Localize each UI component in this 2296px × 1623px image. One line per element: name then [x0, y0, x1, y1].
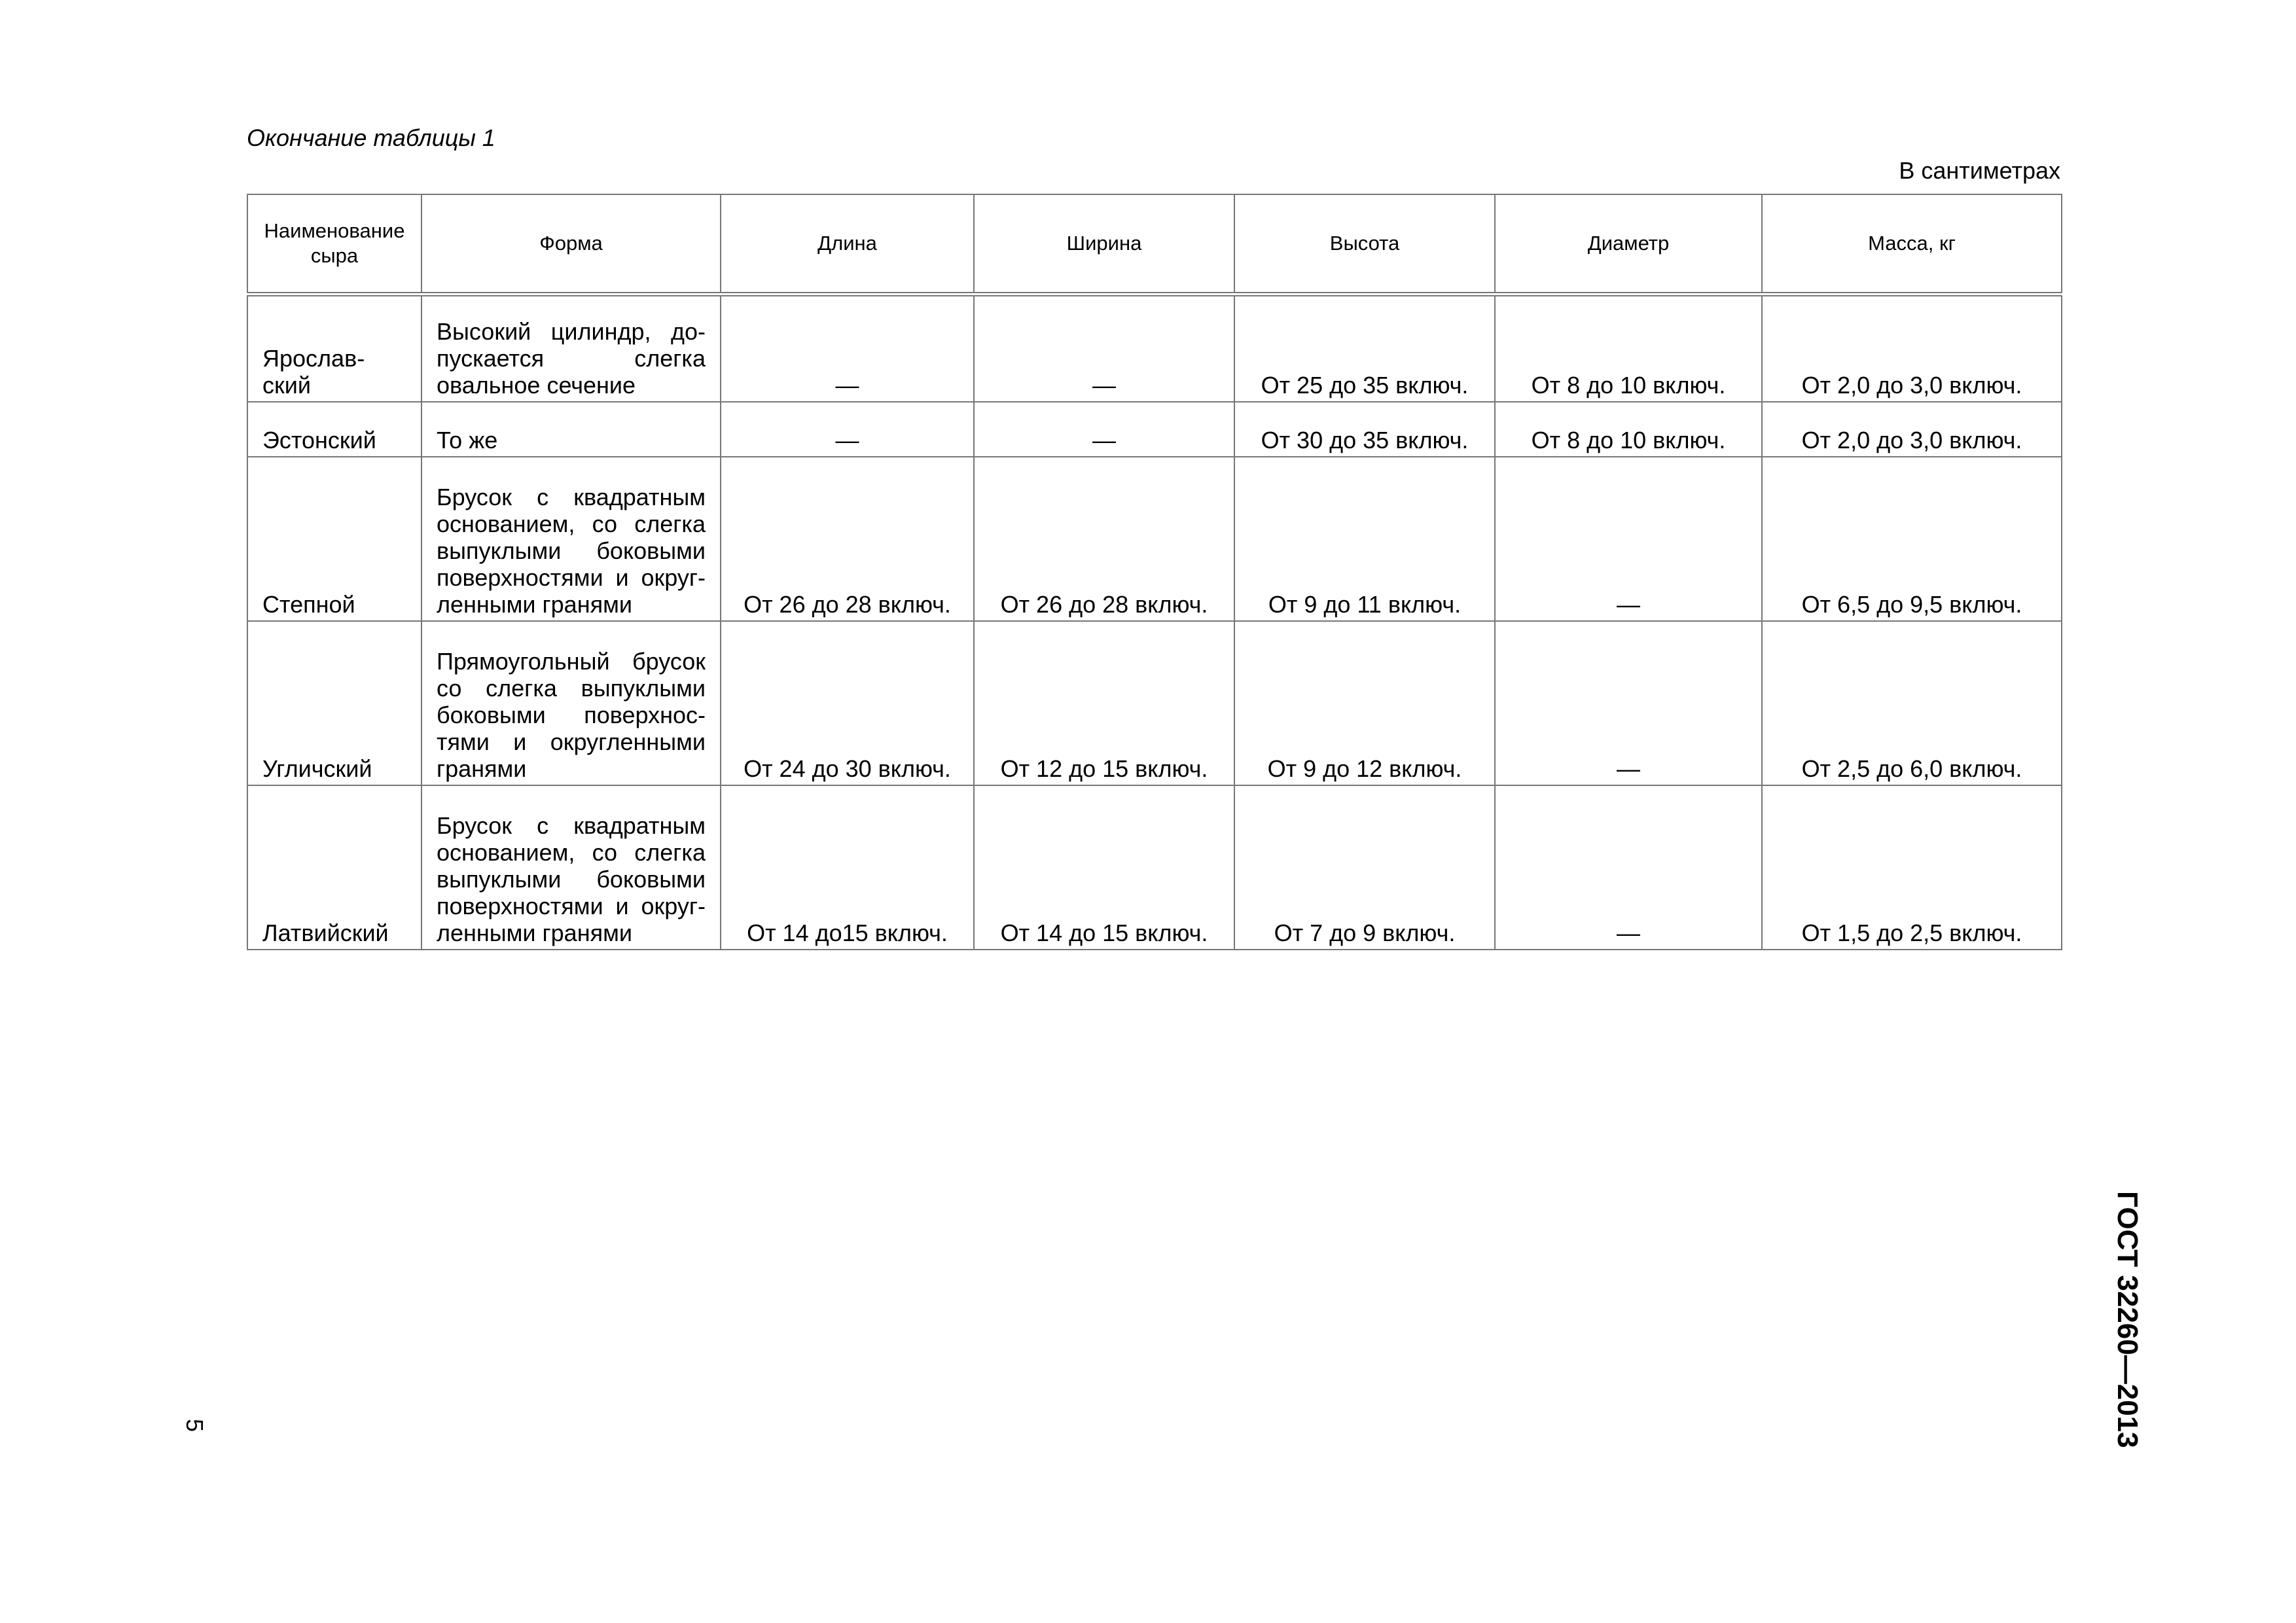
cell-width: — — [974, 294, 1234, 402]
cell-cheese-name — [247, 785, 422, 950]
cell-text-line: Брусок с квадратным — [437, 483, 706, 510]
cell-diameter: От 8 до 10 включ. — [1495, 294, 1762, 402]
header-diameter: Диаметр — [1495, 194, 1762, 294]
table-row — [247, 294, 2062, 402]
cell-text-line: Брусок с квадратным — [437, 812, 706, 839]
cell-height: От 30 до 35 включ. — [1234, 402, 1495, 457]
cell-mass: От 6,5 до 9,5 включ. — [1762, 457, 2062, 621]
units-note: В сантиметрах — [1899, 157, 2060, 184]
header-length: Длина — [721, 194, 974, 294]
cell-text-line: тями и округленными — [437, 728, 706, 755]
cell-length: От 14 до15 включ. — [721, 785, 974, 950]
cell-text-line: Высокий цилиндр, до- — [437, 317, 706, 345]
cell-length: От 26 до 28 включ. — [721, 457, 974, 621]
cell-text-line: пускается слегка — [437, 344, 706, 372]
cell-text-line: ский — [262, 371, 311, 399]
cell-form — [422, 621, 721, 785]
cell-text-line: выпуклыми боковыми — [437, 537, 706, 564]
cell-text-line: Угличский — [262, 755, 372, 782]
cell-form — [422, 402, 721, 457]
standard-designation: ГОСТ 32260—2013 — [2111, 1191, 2144, 1448]
cell-mass: От 1,5 до 2,5 включ. — [1762, 785, 2062, 950]
header-cheese-name: Наименование сыра — [247, 194, 422, 294]
table-header-row — [247, 194, 2062, 294]
cell-text-line: поверхностями и округ- — [437, 892, 706, 919]
cell-length: — — [721, 294, 974, 402]
cell-form — [422, 457, 721, 621]
cell-cheese-name — [247, 294, 422, 402]
header-mass: Масса, кг — [1762, 194, 2062, 294]
cell-text-line: Ярослав- — [262, 344, 365, 372]
cell-height: От 7 до 9 включ. — [1234, 785, 1495, 950]
cell-text-line: выпуклыми боковыми — [437, 865, 706, 893]
cell-height: От 25 до 35 включ. — [1234, 294, 1495, 402]
cheese-dimensions-table — [247, 194, 2062, 950]
cell-width: — — [974, 402, 1234, 457]
cell-diameter: От 8 до 10 включ. — [1495, 402, 1762, 457]
cell-mass: От 2,0 до 3,0 включ. — [1762, 402, 2062, 457]
table-row — [247, 402, 2062, 457]
cell-width: От 26 до 28 включ. — [974, 457, 1234, 621]
cell-text-line: овальное сечение — [437, 371, 636, 399]
cell-form — [422, 294, 721, 402]
header-height: Высота — [1234, 194, 1495, 294]
cell-text-line: гранями — [437, 755, 527, 782]
cell-mass: От 2,5 до 6,0 включ. — [1762, 621, 2062, 785]
cell-mass: От 2,0 до 3,0 включ. — [1762, 294, 2062, 402]
cell-cheese-name — [247, 402, 422, 457]
table-row — [247, 621, 2062, 785]
cell-height: От 9 до 12 включ. — [1234, 621, 1495, 785]
cell-cheese-name — [247, 621, 422, 785]
cell-text-line: То же — [437, 426, 498, 454]
cell-text-line: основанием, со слегка — [437, 838, 706, 866]
cell-width: От 14 до 15 включ. — [974, 785, 1234, 950]
cell-height: От 9 до 11 включ. — [1234, 457, 1495, 621]
cell-text-line: поверхностями и округ- — [437, 563, 706, 591]
cell-text-line: Эстонский — [262, 426, 376, 454]
standard-side-title — [2111, 1191, 2150, 1448]
cell-length: От 24 до 30 включ. — [721, 621, 974, 785]
header-width: Ширина — [974, 194, 1234, 294]
cell-diameter: — — [1495, 785, 1762, 950]
cell-text-line: Степной — [262, 590, 355, 618]
cell-diameter: — — [1495, 457, 1762, 621]
cell-diameter: — — [1495, 621, 1762, 785]
header-form: Форма — [422, 194, 721, 294]
cell-text-line: ленными гранями — [437, 919, 632, 946]
table-row — [247, 457, 2062, 621]
cell-text-line: ленными гранями — [437, 590, 632, 618]
page-number-text: 5 — [181, 1419, 208, 1433]
cell-text-line: Латвийский — [262, 919, 389, 946]
table-row — [247, 785, 2062, 950]
table-continuation-caption: Окончание таблицы 1 — [247, 124, 495, 151]
cell-text-line: основанием, со слегка — [437, 510, 706, 537]
cell-length: — — [721, 402, 974, 457]
cell-cheese-name — [247, 457, 422, 621]
cell-text-line: боковыми поверхнос- — [437, 701, 706, 728]
cell-width: От 12 до 15 включ. — [974, 621, 1234, 785]
page-number — [181, 1419, 211, 1445]
cell-form — [422, 785, 721, 950]
cell-text-line: Прямоугольный брусок — [437, 647, 706, 675]
cell-text-line: со слегка выпуклыми — [437, 674, 706, 702]
